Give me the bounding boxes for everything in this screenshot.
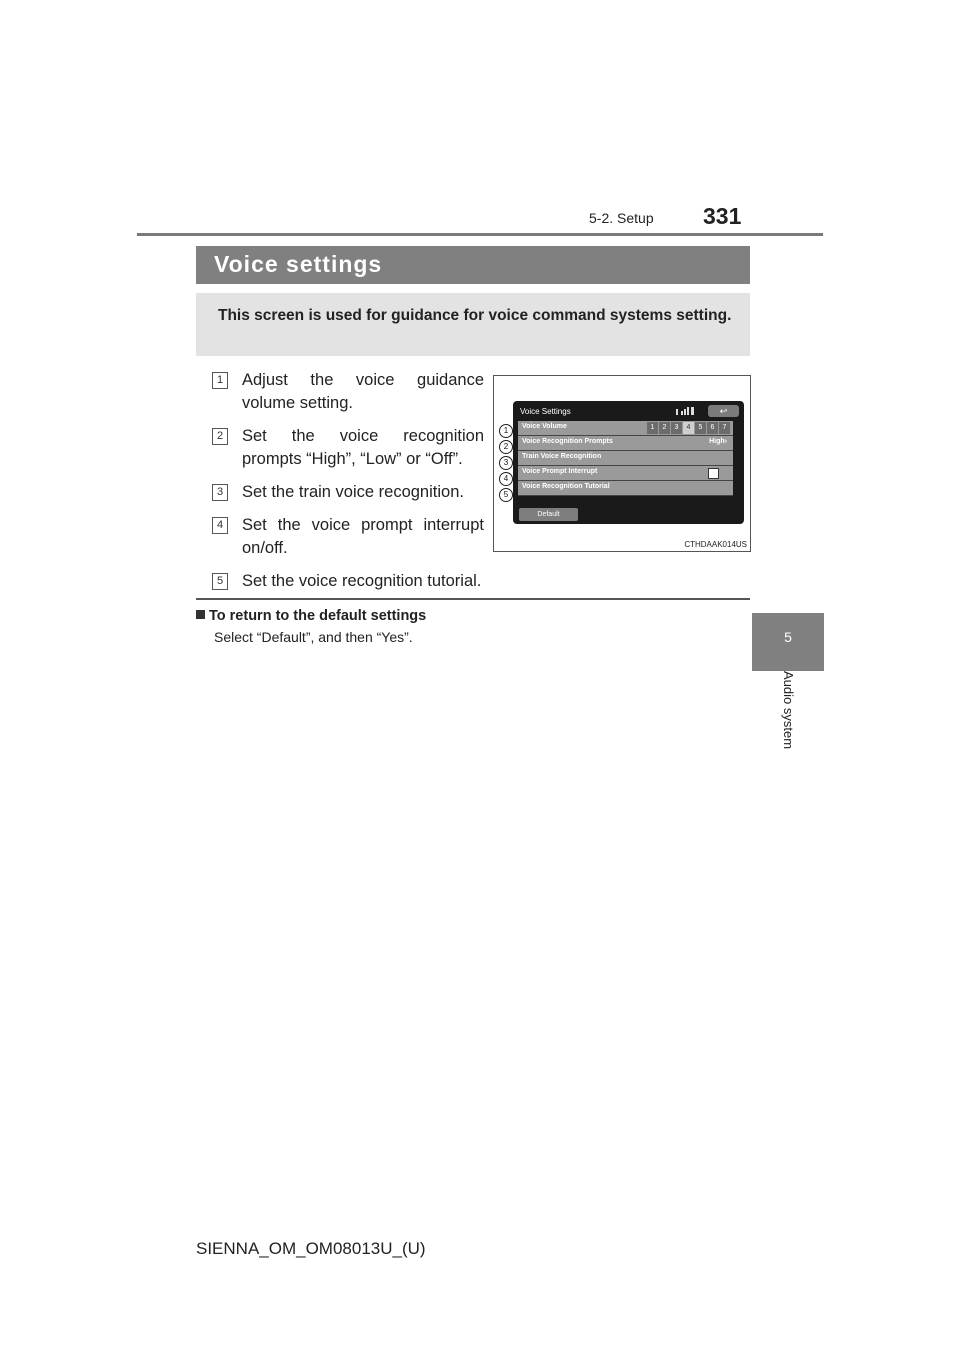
volume-level-selected[interactable]: 4 xyxy=(683,422,694,434)
item-number: 1 xyxy=(212,372,228,389)
item-number: 4 xyxy=(212,517,228,534)
volume-level[interactable]: 7 xyxy=(719,422,730,434)
row-voice-prompt-interrupt[interactable] xyxy=(518,466,733,481)
list-item xyxy=(212,514,484,560)
voice-settings-screen xyxy=(513,401,744,524)
item-text: Set the train voice recognition. xyxy=(242,483,464,501)
chapter-label-wrap xyxy=(752,671,824,791)
row-label: Voice Prompt Interrupt xyxy=(522,468,598,475)
settings-list xyxy=(212,369,484,603)
volume-level[interactable]: 2 xyxy=(659,422,670,434)
callout-5: 5 xyxy=(499,488,513,502)
callout-1: 1 xyxy=(499,424,513,438)
volume-level[interactable]: 1 xyxy=(647,422,658,434)
square-bullet-icon xyxy=(196,610,205,619)
item-number: 5 xyxy=(212,573,228,590)
volume-level[interactable]: 6 xyxy=(707,422,718,434)
callout-4: 4 xyxy=(499,472,513,486)
volume-level[interactable]: 5 xyxy=(695,422,706,434)
prompts-value: High› xyxy=(709,438,727,445)
list-item xyxy=(212,570,484,593)
list-item xyxy=(212,369,484,415)
default-button[interactable]: Default xyxy=(519,508,578,521)
page-title: Voice settings xyxy=(214,251,383,277)
section-header: 5-2. Setup xyxy=(589,210,654,226)
callout-3: 3 xyxy=(499,456,513,470)
back-button[interactable]: ↩ xyxy=(708,405,739,417)
footer-doc-id: SIENNA_OM_OM08013U_(U) xyxy=(196,1239,426,1258)
row-voice-recognition-tutorial[interactable] xyxy=(518,481,733,496)
default-settings-heading xyxy=(196,608,426,624)
intro-text: This screen is used for guidance for voice command systems setting. xyxy=(218,307,732,324)
figure-code: CTHDAAK014US xyxy=(684,540,747,549)
item-text: Set the voice recognition tutorial. xyxy=(242,572,482,590)
status-icons xyxy=(676,406,694,415)
item-text: Set the voice recognition prompts “High”, “Low” or “Off”. xyxy=(242,427,484,468)
volume-level-selector xyxy=(647,422,730,434)
row-label: Voice Volume xyxy=(522,423,567,430)
default-settings-body: Select “Default”, and then “Yes”. xyxy=(214,629,413,645)
row-voice-volume[interactable] xyxy=(518,421,733,436)
voice-settings-figure xyxy=(493,375,751,552)
callout-2: 2 xyxy=(499,440,513,454)
list-item xyxy=(212,481,484,504)
header-rule xyxy=(137,233,823,236)
row-label: Train Voice Recognition xyxy=(522,453,602,460)
item-number: 3 xyxy=(212,484,228,501)
chapter-number: 5 xyxy=(784,629,792,645)
volume-level[interactable]: 3 xyxy=(671,422,682,434)
item-text: Adjust the voice guidance volume setting. xyxy=(242,371,484,412)
item-number: 2 xyxy=(212,428,228,445)
section-rule xyxy=(196,598,750,600)
chapter-label: Audio system xyxy=(781,671,796,750)
row-label: Voice Recognition Tutorial xyxy=(522,483,610,490)
list-item xyxy=(212,425,484,471)
row-voice-recognition-prompts[interactable] xyxy=(518,436,733,451)
row-label: Voice Recognition Prompts xyxy=(522,438,613,445)
heading-text: To return to the default settings xyxy=(209,608,427,624)
interrupt-checkbox[interactable] xyxy=(708,468,719,479)
page-number: 331 xyxy=(703,203,742,229)
item-text: Set the voice prompt interrupt on/off. xyxy=(242,516,484,557)
screen-title: Voice Settings xyxy=(520,407,571,416)
row-train-voice-recognition[interactable] xyxy=(518,451,733,466)
